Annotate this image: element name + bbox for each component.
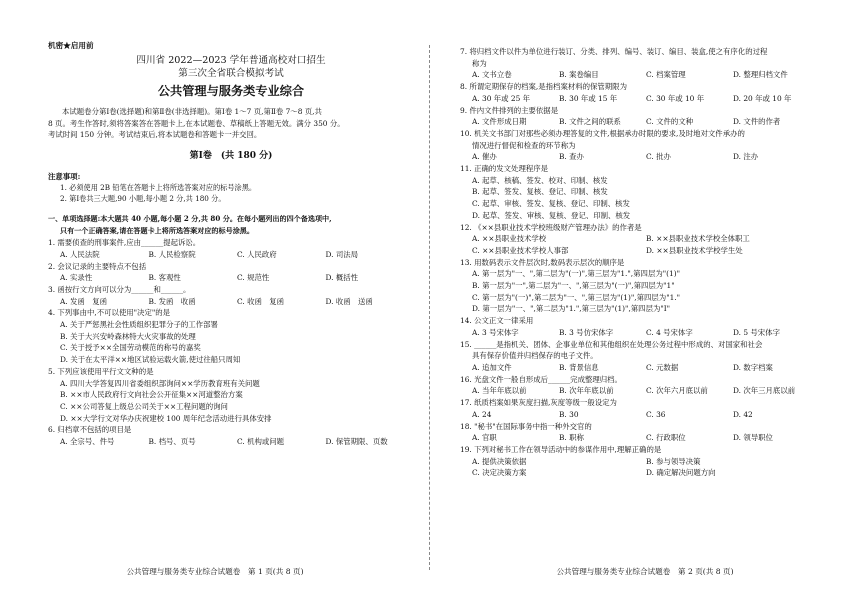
option[interactable]: B. 职称: [559, 433, 584, 443]
option[interactable]: A. ××县职业技术学校: [472, 234, 547, 244]
option[interactable]: B. 3 号仿宋体字: [559, 327, 614, 337]
option-row: [460, 93, 820, 105]
option-row: [460, 432, 820, 444]
question-stem: 17. 纸质档案如果灰度扫描,灰度等级一般设定为: [460, 398, 617, 408]
option[interactable]: C. 4 号宋体字: [646, 327, 693, 337]
question-stem: 6. 归档章不包括的项目是: [48, 425, 132, 435]
question: [48, 284, 414, 307]
question: [48, 261, 414, 284]
option[interactable]: B. 人民检察院: [148, 249, 196, 259]
question-stem-cont: 称为: [472, 58, 487, 68]
option[interactable]: D. 次年三月底以前: [733, 386, 796, 396]
volume-heading: 第Ⅰ卷 (共 180 分): [189, 150, 273, 161]
exam-header-line2: 第三次全省联合模拟考试: [178, 68, 284, 79]
option[interactable]: B. 次年年底以前: [559, 386, 614, 396]
option[interactable]: A. 人民法院: [60, 249, 100, 259]
option[interactable]: B. 档号、页号: [148, 437, 196, 447]
option[interactable]: A. 关于严惩黑社会性质组织犯罪分子的工作部署: [60, 320, 218, 330]
option[interactable]: C. 档案管理: [646, 70, 686, 80]
option[interactable]: D. 保管期限、页数: [325, 437, 388, 447]
question: [48, 366, 414, 425]
option-row: [460, 362, 820, 374]
question-stem: 1. 需要侦查的刑事案件,应由______提起诉讼。: [48, 238, 201, 248]
option[interactable]: A. 第一层为"一、",第二层为"(一)",第三层为"1.",第四层为"(1)": [472, 269, 680, 279]
option[interactable]: A. 提供决策依据: [472, 456, 527, 466]
option[interactable]: C. 收函 复函: [237, 296, 285, 306]
question: [48, 307, 414, 366]
question: [460, 163, 820, 222]
option[interactable]: B. 案卷编目: [559, 70, 599, 80]
question: [460, 105, 820, 128]
option[interactable]: B. 客观性: [148, 273, 181, 283]
option[interactable]: C. 关于授予××全国劳动模范的称号的嘉奖: [60, 343, 201, 353]
option[interactable]: B. 查办: [559, 152, 584, 162]
question-stem: 8. 所谓定期保存的档案,是指档案材料的保管期限为: [460, 82, 627, 92]
option-row: [460, 116, 820, 128]
option[interactable]: A. 官职: [472, 433, 497, 443]
option-row: [48, 249, 414, 261]
question-stem: 3. 函按行文方向可以分为______和______。: [48, 284, 191, 294]
question-stem: 14. 公文正文一律采用: [460, 316, 534, 326]
option[interactable]: A. 24: [472, 409, 492, 419]
option[interactable]: C. 30 年或 10 年: [646, 93, 705, 103]
option[interactable]: B. 关于大兴安岭森林特大火灾事故的处理: [60, 331, 196, 341]
option[interactable]: D. ××县职业技术学校学生处: [646, 245, 743, 255]
option[interactable]: D. 整理归档文件: [733, 70, 788, 80]
question: [48, 237, 414, 260]
option-row: [460, 233, 820, 245]
option[interactable]: D. 概括性: [325, 273, 359, 283]
option[interactable]: B. 背景信息: [559, 362, 599, 372]
option[interactable]: A. 当年年底以前: [472, 386, 527, 396]
option[interactable]: D. 数字档案: [733, 362, 773, 372]
question-stem: 10. 机关文书部门对那些必须办理答复的文件,根据承办时限的要求,及时地对文件承办的: [460, 128, 745, 138]
option[interactable]: D. 司法局: [325, 249, 359, 259]
question: [460, 128, 820, 163]
option[interactable]: A. 文件形成日期: [472, 117, 527, 127]
option[interactable]: C. 规范性: [237, 273, 270, 283]
option[interactable]: C. 批办: [646, 152, 671, 162]
intro-line: 8 页。考生作答时,须将答案答在答题卡上,在本试题卷、草稿纸上答题无效。满分 350 分。: [48, 118, 345, 128]
option-row: [460, 409, 820, 421]
option-row: [460, 385, 820, 397]
option-row: [460, 467, 820, 479]
option[interactable]: B. 30: [559, 409, 579, 419]
option[interactable]: D. 收函 送函: [325, 296, 373, 306]
option[interactable]: D. 20 年或 10 年: [733, 93, 792, 103]
exam-intro: [48, 106, 414, 141]
option-row: [460, 245, 820, 257]
option[interactable]: C. 36: [646, 409, 666, 419]
option-row: [460, 69, 820, 81]
question: [460, 222, 820, 257]
option[interactable]: B. 参与领导决策: [646, 456, 701, 466]
question: [460, 397, 820, 420]
section-heading: 一、单项选择题:本大题共 40 小题,每小题 2 分,共 80 分。在每小题列出的四个备选项中,: [48, 213, 332, 223]
intro-line: 本试题卷分第Ⅰ卷(选择题)和第Ⅱ卷(非选择题)。第Ⅰ卷 1～7 页,第Ⅱ卷 7～8 页,共: [62, 107, 322, 116]
option[interactable]: A. 文书立卷: [472, 70, 512, 80]
question-stem-cont: 情况进行督促和检查的环节称为: [472, 140, 576, 150]
question-stem: 19. 下列对秘书工作在领导活动中的参谋作用中,理解正确的是: [460, 444, 662, 454]
option[interactable]: C. 次年六月底以前: [646, 386, 708, 396]
question: [460, 46, 820, 81]
option[interactable]: D. 42: [733, 409, 753, 419]
option[interactable]: D. 5 号宋体字: [733, 327, 780, 337]
question: [48, 424, 414, 447]
option[interactable]: B. 第一层为"一",第二层为"一、",第三层为"(一)",第四层为"1": [472, 281, 675, 291]
option[interactable]: A. 发函 复函: [60, 296, 107, 306]
option[interactable]: C. 元数据: [646, 362, 679, 372]
question-stem: 5. 下列应该使用平行文文种的是: [48, 366, 154, 376]
option[interactable]: A. 四川大学答复四川省委组织部询问××学历教育班有关问题: [60, 378, 260, 388]
question: [460, 421, 820, 444]
option[interactable]: C. 第一层为"(一)",第二层为"一、",第三层为"(1)",第四层为"1.": [472, 292, 681, 302]
question: [460, 374, 820, 397]
question-stem: 16. 光盘文件一般自形成后______完成整理归档。: [460, 374, 622, 384]
question: [460, 257, 820, 316]
question-stem: 7. 将归档文件以件为单位进行装订、分类、排列、编号、装订、编目、装盒,使之有序化的过程: [460, 47, 768, 56]
option-row: [48, 436, 414, 448]
question-stem: 13. 用数码表示文件层次时,数码表示层次的顺序是: [460, 257, 625, 267]
option[interactable]: A. 30 年或 25 年: [472, 93, 531, 103]
question-stem: 11. 正确的发文处理程序是: [460, 164, 549, 174]
question: [460, 315, 820, 338]
option[interactable]: B. 起草、签发、复核、登记、印制、核发: [472, 187, 608, 197]
option[interactable]: B. 30 年或 15 年: [559, 93, 618, 103]
question-stem: 9. 件内文件排列的主要依据是: [460, 105, 559, 115]
option[interactable]: C. 决定决策方案: [472, 468, 527, 478]
option[interactable]: D. ××大学行文对华办庆祝建校 100 周年纪念活动进行具体安排: [60, 413, 272, 423]
option[interactable]: A. 3 号宋体字: [472, 327, 519, 337]
option[interactable]: D. 文件的作者: [733, 117, 781, 127]
option[interactable]: D. 关于在太平洋××地区试验运载火箭,使过往船只周知: [60, 355, 241, 365]
page-footer: 公共管理与服务类专业综合试题卷 第 2 页(共 8 页): [556, 567, 734, 576]
notice-heading: 注意事项:: [48, 171, 81, 181]
option[interactable]: A. 起草、核稿、签发、校对、印制、核发: [472, 175, 608, 185]
option[interactable]: B. 发函 收函: [148, 296, 196, 306]
option[interactable]: C. 文件的文种: [646, 117, 694, 127]
option[interactable]: B. ××市人民政府行文向社会公开征集××河道整治方案: [60, 390, 243, 400]
exam-header-line1: 四川省 2022—2023 学年普通高校对口招生: [136, 55, 326, 66]
page-footer: 公共管理与服务类专业综合试题卷 第 1 页(共 8 页): [126, 567, 304, 576]
question: [460, 444, 820, 479]
option[interactable]: A. 全宗号、件号: [60, 437, 115, 447]
notice-item: 2. 第Ⅰ卷共三大题,90 小题,每小题 2 分,共 180 分。: [60, 194, 226, 204]
option[interactable]: C. 人民政府: [237, 249, 277, 259]
option[interactable]: A. 追加文件: [472, 362, 512, 372]
option[interactable]: A. 实录性: [60, 273, 93, 283]
option[interactable]: A. 催办: [472, 152, 497, 162]
question-stem: 18. "秘书"在国际事务中指一种外交官的: [460, 421, 592, 431]
exam-page-2: [430, 0, 860, 608]
option[interactable]: B. 文件之间的联系: [559, 117, 621, 127]
option[interactable]: D. 第一层为"一、",第二层为"1.",第三层为"(1)",第四层为"I": [472, 304, 671, 314]
question-stem-cont: 具有保存价值并归档保存的电子文件。: [472, 351, 598, 361]
intro-line: 考试时间 150 分钟。考试结束后,将本试题卷和答题卡一并交回。: [48, 130, 262, 140]
option-row: [460, 151, 820, 163]
option[interactable]: C. ××县职业技术学校人事部: [472, 245, 569, 255]
question-list: [48, 237, 414, 448]
question: [460, 339, 820, 374]
section-heading-cont: 只有一个正确答案,请在答题卡上将所选答案对应的标号涂黑。: [60, 225, 254, 235]
question-stem: 2. 会议记录的主要特点不包括: [48, 261, 147, 271]
option[interactable]: D. 注办: [733, 152, 759, 162]
option-row: [460, 456, 820, 468]
option[interactable]: C. 行政职位: [646, 433, 686, 443]
notice-item: 1. 必须使用 2B 铅笔在答题卡上将所选答案对应的标号涂黑。: [60, 182, 257, 192]
question-stem: 15. ______是指机关、团体、企事业单位和其他组织在处理公务过程中形成的、对国家和社会: [460, 339, 763, 349]
question-list: [460, 46, 820, 479]
option-row: [48, 272, 414, 284]
exam-title: 公共管理与服务类专业综合: [157, 84, 305, 98]
question-stem: 12. 《××县职业技术学校班级财产管理办法》的作者是: [460, 222, 642, 232]
option[interactable]: C. 机构或问题: [237, 437, 285, 447]
option[interactable]: B. ××县职业技术学校全体职工: [646, 234, 750, 244]
option-row: [460, 327, 820, 339]
option[interactable]: C. ××公司答复上级总公司关于××工程问题的询问: [60, 402, 228, 411]
option[interactable]: D. 起草、签发、审核、复核、登记、印制、核发: [472, 210, 631, 220]
option[interactable]: D. 确定解决问题方向: [646, 468, 716, 478]
confidential-mark: 机密★启用前: [48, 41, 94, 50]
option[interactable]: D. 领导职位: [733, 433, 773, 443]
question: [460, 81, 820, 104]
option[interactable]: C. 起草、审核、签发、复核、登记、印制、核发: [472, 199, 630, 209]
question-stem: 4. 下列事由中,不可以使用"决定"的是: [48, 308, 171, 318]
option-row: [48, 296, 414, 308]
